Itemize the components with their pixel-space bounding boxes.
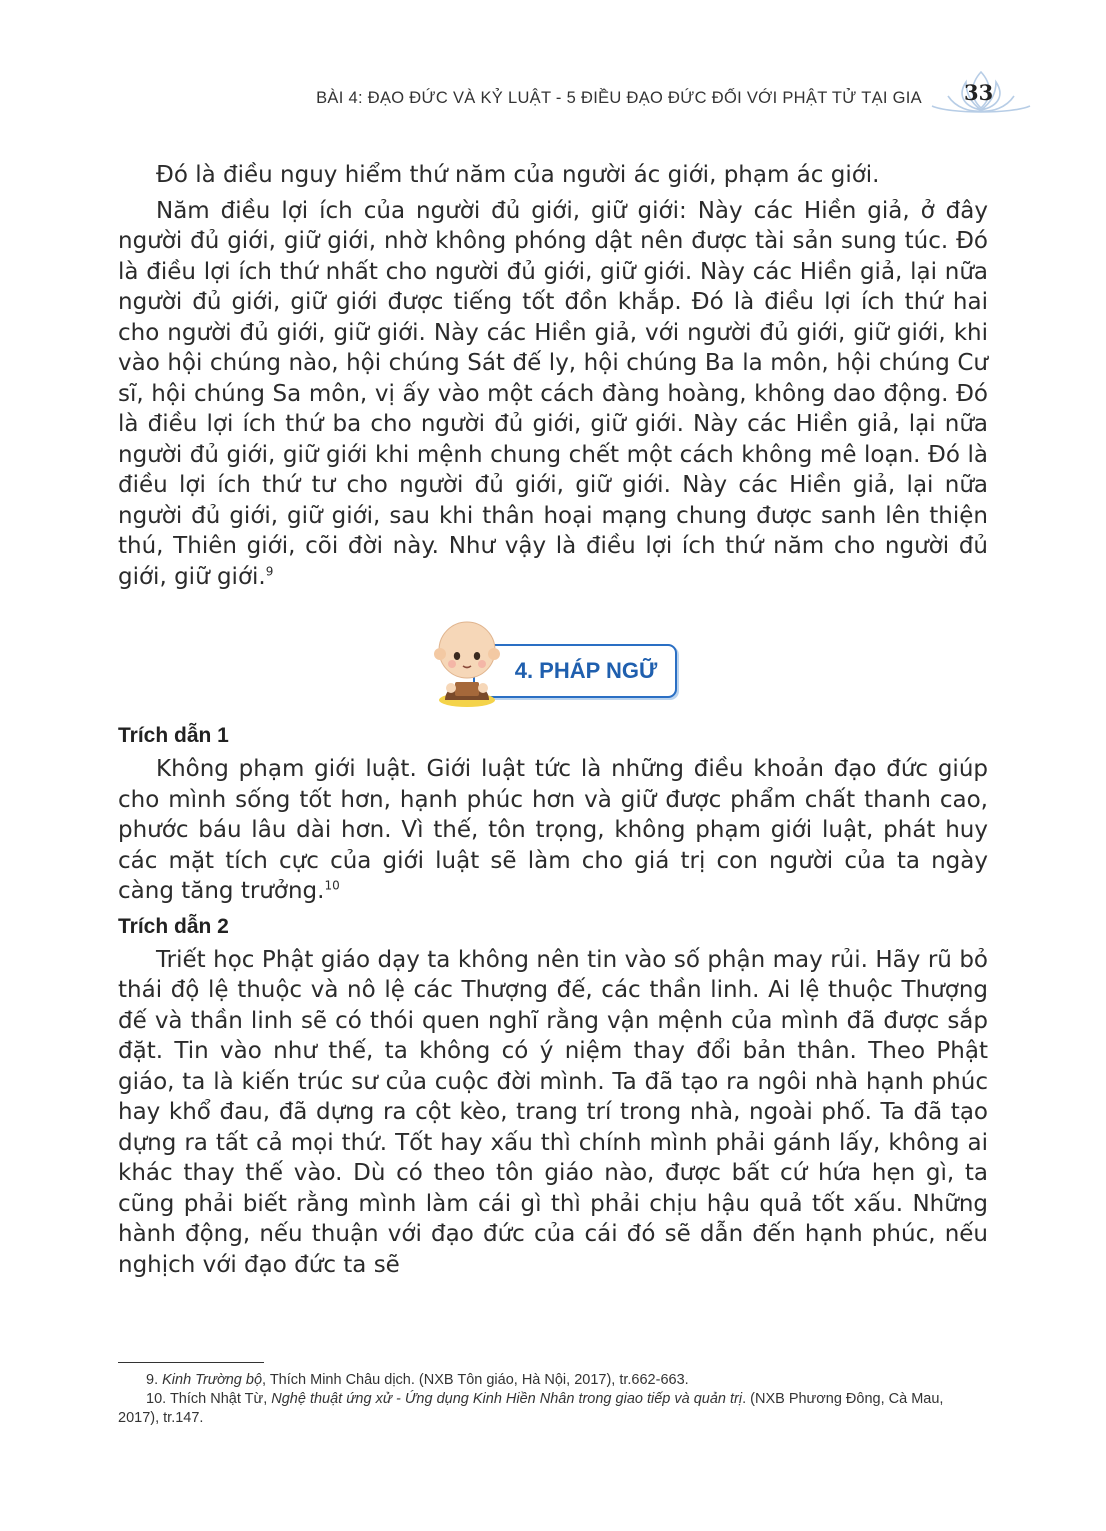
section-badge-area: [118, 616, 988, 706]
section-badge: [423, 616, 683, 706]
footnotes: [118, 1362, 988, 1428]
footnote-title: Kinh Trường bộ: [162, 1372, 263, 1388]
paragraph-text: Đó là điều nguy hiểm thứ năm của người ác giới, phạm ác giới.: [156, 162, 880, 188]
footnote-item: [118, 1390, 988, 1428]
footnote-divider: [118, 1362, 264, 1363]
quote-heading: Trích dẫn 2: [118, 914, 229, 938]
footnote-ref: 10: [324, 878, 340, 893]
monk-icon: [423, 616, 523, 708]
chapter-title: BÀI 4: ĐẠO ĐỨC VÀ KỶ LUẬT - 5 ĐIỀU ĐẠO ĐỨC ĐỐI VỚI PHẬT TỬ TẠI GIA: [316, 88, 922, 107]
footnote-author: Thích Nhật Từ,: [169, 1391, 268, 1407]
quote-text: Không phạm giới luật. Giới luật tức là những điều khoản đạo đức giúp cho mình sống tốt hơn, hạnh phúc hơn và giữ được phẩm chất thanh cao, phước báu lâu dài hơn. Vì thế, tôn trọng, không phạm giới luật, phát huy các mặt tích cực của giới luật sẽ làm cho giá trị con người của ta ngày càng tăng trưởng.: [118, 756, 988, 904]
page-number-block: [926, 76, 1036, 120]
quote-paragraph: [118, 945, 988, 1281]
footnote-text: . (NXB Phương Đông, Cà Mau, 2017), tr.147.: [118, 1391, 944, 1426]
page-body: [118, 160, 988, 1280]
body-paragraph: [118, 160, 988, 191]
footnote-ref: 9: [265, 563, 274, 578]
body-paragraph: [118, 196, 988, 593]
page-number: 33: [964, 80, 994, 105]
paragraph-text: Năm điều lợi ích của người đủ giới, giữ giới: Này các Hiền giả, ở đây người đủ giới, giữ giới, nhờ không phóng dật nên được tài sản sung túc. Đó là điều lợi ích thứ nhất cho người đủ giới, giữ giới. Này các Hiền giả, lại nữa người đủ giới, giữ giới được tiếng tốt đồn khắp. Đó là điều lợi ích thứ hai cho người đủ giới, giữ giới. Này các Hiền giả, với người đủ giới, giữ giới, khi vào hội chúng nào, hội chúng Sát đế ly, hội chúng Ba la môn, hội chúng Cư sĩ, hội chúng Sa môn, vị ấy vào một cách đàng hoàng, không dao động. Đó là điều lợi ích thứ ba cho người đủ giới, giữ giới. Này các Hiền giả, lại nữa người đủ giới, giữ giới khi mệnh chung chết một cách không mê loạn. Đó là điều lợi ích thứ tư cho người đủ giới, giữ giới. Này các Hiền giả, lại nữa người đủ giới, giữ giới, sau khi thân hoại mạng chung được sanh lên thiện thú, Thiên giới, cõi đời này. Như vậy là điều lợi ích thứ năm cho người đủ giới, giữ giới.: [118, 197, 988, 590]
footnote-text: , Thích Minh Châu dịch. (NXB Tôn giáo, Hà Nội, 2017), tr.662-663.: [262, 1372, 689, 1388]
quote-paragraph: [118, 754, 988, 907]
footnote-number: 10.: [146, 1391, 167, 1407]
footnote-item: [118, 1371, 988, 1390]
footnote-number: 9.: [146, 1372, 159, 1388]
section-title: 4. PHÁP NGỮ: [514, 658, 658, 683]
quote-text: Triết học Phật giáo dạy ta không nên tin vào số phận may rủi. Hãy rũ bỏ thái độ lệ thuộc và nô lệ các Thượng đế, các thần linh. Ai lệ thuộc Thượng đế và thần linh sẽ có thói quen nghĩ rằng vận mệnh của mình đã được sắp đặt. Tin vào như thế, ta không có ý niệm thay đổi bản thân. Theo Phật giáo, ta là kiến trúc sư của cuộc đời mình. Ta đã tạo ra ngôi nhà hạnh phúc hay khổ đau, đã dựng ra cột kèo, trang trí trong nhà, ngoài phố. Ta đã tạo dựng ra tất cả mọi thứ. Tốt hay xấu thì chính mình phải gánh lấy, không ai khác thay thế vào. Dù có theo tôn giáo nào, được bất cứ hứa hẹn gì, ta cũng phải biết rằng mình làm cái gì thì phải chịu hậu quả tốt xấu. Những hành động, nếu thuận với đạo đức của cái đó sẽ dẫn đến hạnh phúc, nếu nghịch với đạo đức ta sẽ: [118, 946, 988, 1278]
quote-heading: Trích dẫn 1: [118, 724, 229, 747]
running-header: [316, 76, 1036, 120]
footnote-title: Nghệ thuật ứng xử - Ứng dụng Kinh Hiền Nhân trong giao tiếp và quản trị: [271, 1391, 743, 1407]
